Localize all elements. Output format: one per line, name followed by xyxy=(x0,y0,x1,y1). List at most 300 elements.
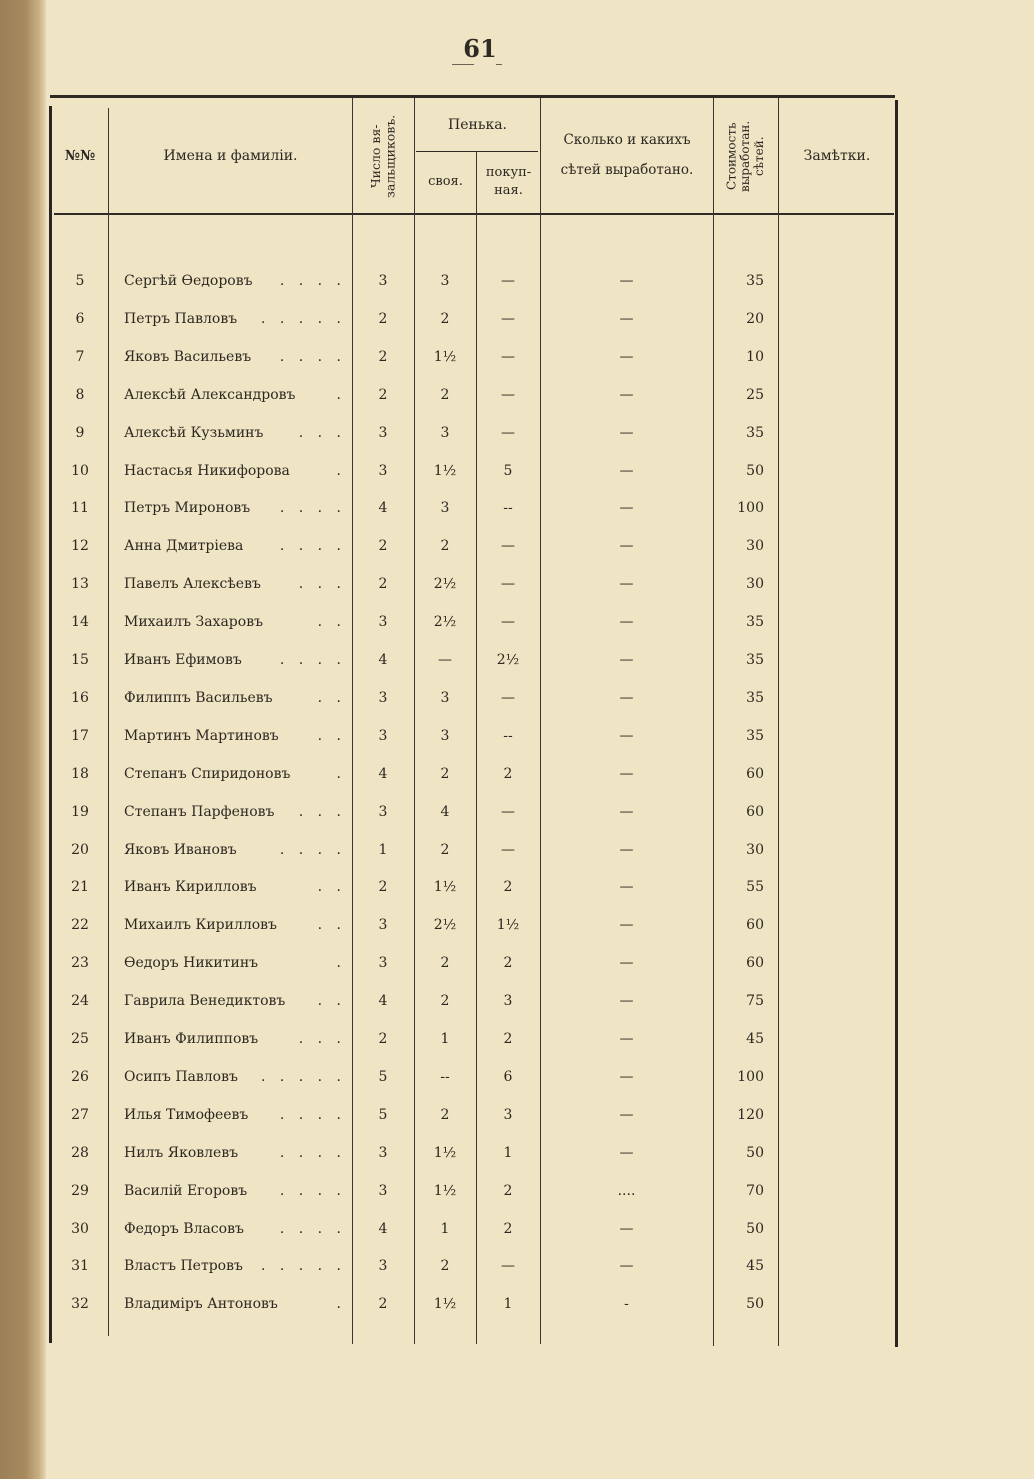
row-hemp-bought: — xyxy=(501,576,515,593)
row-nets-made: — xyxy=(619,1031,634,1047)
row-number: 6 xyxy=(75,310,85,327)
row-name-cell xyxy=(124,376,352,414)
row-workers: 2 xyxy=(378,386,388,403)
row-notes xyxy=(778,679,895,717)
row-workers: 3 xyxy=(378,803,388,820)
row-number: 26 xyxy=(71,1068,89,1085)
row-workers: 3 xyxy=(378,462,388,479)
row-nets-made: .... xyxy=(617,1182,636,1199)
table-row xyxy=(50,679,895,717)
row-hemp-bought: — xyxy=(501,424,515,441)
row-nets-cost: 70 xyxy=(746,1182,764,1199)
row-hemp-bought: 3 xyxy=(503,1106,513,1123)
table-row xyxy=(50,603,895,641)
row-nets-made: - xyxy=(624,1296,629,1313)
row-hemp-own: 3 xyxy=(440,273,450,289)
row-name: Степанъ Спиридоновъ xyxy=(124,765,291,782)
row-name: Сергѣй Өедоровъ xyxy=(124,273,253,289)
row-hemp-bought: 3 xyxy=(503,993,513,1010)
leader-dots: . . . . xyxy=(279,1220,346,1237)
row-workers: 4 xyxy=(378,1220,388,1237)
table-row xyxy=(50,565,895,603)
row-name: Иванъ Ефимовъ xyxy=(124,652,242,668)
row-hemp-own: 2½ xyxy=(433,917,457,934)
table-row xyxy=(50,1210,895,1248)
row-number: 9 xyxy=(75,424,85,441)
table-row xyxy=(50,262,895,300)
row-nets-made: — xyxy=(619,273,634,289)
row-name-cell xyxy=(124,1020,352,1058)
row-hemp-own: 1 xyxy=(440,1220,450,1237)
row-name: Алексѣй Кузьминъ xyxy=(124,424,264,441)
row-hemp-bought: — xyxy=(501,803,515,820)
row-number: 16 xyxy=(71,689,89,706)
row-name: Властъ Петровъ xyxy=(124,1258,243,1275)
row-number: 24 xyxy=(71,993,89,1010)
row-name: Өедоръ Никитинъ xyxy=(124,955,259,972)
row-name: Петръ Мироновъ xyxy=(124,500,251,517)
row-name: Алексѣй Александровъ xyxy=(124,386,296,403)
row-workers: 5 xyxy=(378,1068,388,1085)
row-name-cell xyxy=(124,603,352,641)
row-workers: 3 xyxy=(378,1182,388,1199)
row-hemp-own: 2 xyxy=(440,310,450,327)
row-nets-cost: 60 xyxy=(746,917,764,934)
row-notes xyxy=(778,1058,895,1096)
row-hemp-bought: 2 xyxy=(503,1182,513,1199)
row-number: 10 xyxy=(71,462,89,479)
row-hemp-own: 2 xyxy=(440,1258,450,1275)
leader-dots: . xyxy=(336,765,346,782)
row-nets-cost: 50 xyxy=(746,1296,764,1313)
row-hemp-own: 1 xyxy=(440,1031,450,1047)
row-name: Владиміръ Антоновъ xyxy=(124,1296,278,1313)
leader-dots: . . . . xyxy=(279,841,346,858)
row-hemp-own: 2 xyxy=(440,993,450,1010)
row-nets-cost: 35 xyxy=(746,424,764,441)
table-row xyxy=(50,1247,895,1285)
row-hemp-bought: -- xyxy=(503,727,513,744)
row-nets-made: — xyxy=(619,841,634,858)
row-notes xyxy=(778,831,895,869)
row-nets-made: — xyxy=(619,614,634,631)
row-hemp-bought: 2 xyxy=(503,955,513,972)
row-notes xyxy=(778,1096,895,1134)
row-hemp-own: 2 xyxy=(440,538,450,555)
row-name-cell xyxy=(124,868,352,906)
row-workers: 2 xyxy=(378,879,388,896)
header-workers: Число вя- зальщиковъ. xyxy=(368,114,398,198)
row-hemp-bought: 5 xyxy=(503,462,513,479)
table-row xyxy=(50,1285,895,1323)
row-nets-made: — xyxy=(619,803,634,820)
table-row xyxy=(50,868,895,906)
row-nets-cost: 30 xyxy=(746,841,764,858)
row-notes xyxy=(778,300,895,338)
row-number: 17 xyxy=(71,727,89,744)
row-notes xyxy=(778,868,895,906)
row-name: Яковъ Васильевъ xyxy=(124,348,252,365)
leader-dots: . xyxy=(336,955,346,972)
row-name: Степанъ Парфеновъ xyxy=(124,803,275,820)
row-nets-cost: 120 xyxy=(737,1106,764,1123)
row-hemp-bought: 1 xyxy=(503,1296,513,1313)
table-row xyxy=(50,1096,895,1134)
header-hemp-own: своя. xyxy=(428,174,463,190)
leader-dots: . . . . xyxy=(279,1106,346,1123)
row-notes xyxy=(778,376,895,414)
row-name: Анна Дмитріева xyxy=(124,538,244,555)
row-notes xyxy=(778,1247,895,1285)
row-hemp-own: -- xyxy=(440,1068,450,1085)
row-nets-cost: 35 xyxy=(746,614,764,631)
header-nets-cost: Стоимость выработан. сѣтей. xyxy=(724,120,766,192)
row-workers: 3 xyxy=(378,727,388,744)
row-name-cell xyxy=(124,414,352,452)
row-workers: 5 xyxy=(378,1106,388,1123)
row-nets-cost: 60 xyxy=(746,803,764,820)
header-bottom-rule xyxy=(54,213,894,215)
table-row xyxy=(50,300,895,338)
row-hemp-own: 1½ xyxy=(433,1144,457,1161)
table-row xyxy=(50,641,895,679)
leader-dots: . . xyxy=(317,727,346,744)
leader-dots: . . xyxy=(317,614,346,631)
header-num: №№ xyxy=(64,147,96,164)
row-hemp-own: — xyxy=(438,652,452,668)
row-name-cell xyxy=(124,527,352,565)
row-name-cell xyxy=(124,262,352,300)
row-notes xyxy=(778,1210,895,1248)
row-hemp-bought: 2 xyxy=(503,879,513,896)
row-name-cell xyxy=(124,641,352,679)
row-nets-cost: 100 xyxy=(737,500,764,517)
row-number: 14 xyxy=(71,614,89,631)
leader-dots: . xyxy=(336,386,346,403)
row-name: Осипъ Павловъ xyxy=(124,1068,238,1085)
row-name-cell xyxy=(124,679,352,717)
row-nets-made: — xyxy=(619,538,634,555)
row-number: 23 xyxy=(71,955,89,972)
row-notes xyxy=(778,793,895,831)
row-notes xyxy=(778,527,895,565)
row-nets-made: — xyxy=(619,689,634,706)
leader-dots: . . . . . xyxy=(260,310,346,327)
row-nets-made: — xyxy=(619,462,634,479)
row-hemp-own: 3 xyxy=(440,500,450,517)
row-name: Настасья Никифорова xyxy=(124,462,290,479)
row-hemp-bought: — xyxy=(501,310,515,327)
row-name-cell xyxy=(124,300,352,338)
header-name: Имена и фамиліи. xyxy=(163,147,298,164)
row-nets-cost: 60 xyxy=(746,765,764,782)
table-right-border xyxy=(895,100,898,1347)
header-hemp-bought: покуп- ная. xyxy=(485,165,532,198)
row-hemp-bought: 2 xyxy=(503,765,513,782)
row-number: 28 xyxy=(71,1144,89,1161)
row-hemp-own: 3 xyxy=(440,424,450,441)
table-row xyxy=(50,717,895,755)
row-workers: 3 xyxy=(378,1144,388,1161)
row-name-cell xyxy=(124,338,352,376)
row-name-cell xyxy=(124,1134,352,1172)
row-hemp-bought: — xyxy=(501,689,515,706)
row-workers: 4 xyxy=(378,993,388,1010)
row-workers: 1 xyxy=(378,841,388,858)
row-notes xyxy=(778,565,895,603)
leader-dots: . . xyxy=(317,689,346,706)
row-name: Мартинъ Мартиновъ xyxy=(124,727,279,744)
row-nets-made: — xyxy=(619,727,634,744)
row-hemp-own: 1½ xyxy=(433,462,457,479)
row-number: 22 xyxy=(71,917,89,934)
table-row xyxy=(50,452,895,490)
row-nets-cost: 60 xyxy=(746,955,764,972)
leader-dots: . . . xyxy=(298,576,346,593)
row-name: Нилъ Яковлевъ xyxy=(124,1144,239,1161)
row-name: Иванъ Кирилловъ xyxy=(124,879,257,896)
table-row xyxy=(50,376,895,414)
row-nets-made: — xyxy=(619,652,634,668)
table-row xyxy=(50,755,895,793)
row-notes xyxy=(778,338,895,376)
row-nets-made: — xyxy=(619,500,634,517)
row-workers: 3 xyxy=(378,614,388,631)
row-workers: 3 xyxy=(378,689,388,706)
row-notes xyxy=(778,1020,895,1058)
row-workers: 2 xyxy=(378,310,388,327)
row-name: Петръ Павловъ xyxy=(124,310,238,327)
row-nets-cost: 50 xyxy=(746,1220,764,1237)
row-hemp-own: 1½ xyxy=(433,1182,457,1199)
row-nets-made: — xyxy=(619,1220,634,1237)
row-name: Яковъ Ивановъ xyxy=(124,841,237,858)
row-workers: 2 xyxy=(378,1031,388,1047)
row-hemp-own: 1½ xyxy=(433,879,457,896)
header-nets-made: Сколько и какихъ сѣтей выработано. xyxy=(560,132,694,178)
row-hemp-bought: — xyxy=(501,386,515,403)
row-workers: 2 xyxy=(378,1296,388,1313)
row-notes xyxy=(778,641,895,679)
row-notes xyxy=(778,1134,895,1172)
row-nets-made: — xyxy=(619,765,634,782)
row-number: 8 xyxy=(75,386,85,403)
row-hemp-own: 3 xyxy=(440,689,450,706)
row-notes xyxy=(778,1172,895,1210)
row-notes xyxy=(778,717,895,755)
row-name: Филиппъ Васильевъ xyxy=(124,689,273,706)
row-nets-cost: 20 xyxy=(746,310,764,327)
row-nets-made: — xyxy=(619,1068,634,1085)
row-hemp-own: 2 xyxy=(440,841,450,858)
row-workers: 2 xyxy=(378,348,388,365)
table-row xyxy=(50,793,895,831)
row-name: Михаилъ Кирилловъ xyxy=(124,917,277,934)
book-spine-shadow xyxy=(0,0,46,1479)
leader-dots: . . . . xyxy=(279,652,346,668)
row-nets-made: — xyxy=(619,576,634,593)
row-notes xyxy=(778,262,895,300)
table-row xyxy=(50,1020,895,1058)
row-number: 11 xyxy=(71,500,89,517)
row-number: 21 xyxy=(71,879,89,896)
row-number: 27 xyxy=(71,1106,89,1123)
row-number: 25 xyxy=(71,1031,89,1047)
row-hemp-own: 3 xyxy=(440,727,450,744)
row-hemp-bought: — xyxy=(501,538,515,555)
row-workers: 3 xyxy=(378,1258,388,1275)
page-number-rule xyxy=(496,64,502,65)
row-nets-cost: 45 xyxy=(746,1031,764,1047)
row-name: Иванъ Филипповъ xyxy=(124,1031,259,1047)
row-hemp-bought: 6 xyxy=(503,1068,513,1085)
row-workers: 4 xyxy=(378,652,388,668)
row-workers: 2 xyxy=(378,538,388,555)
leader-dots: . . xyxy=(317,879,346,896)
row-notes xyxy=(778,944,895,982)
leader-dots: . . xyxy=(317,917,346,934)
row-name-cell xyxy=(124,1096,352,1134)
row-name-cell xyxy=(124,1247,352,1285)
row-nets-cost: 25 xyxy=(746,386,764,403)
leader-dots: . . xyxy=(317,993,346,1010)
row-number: 15 xyxy=(71,652,89,668)
leader-dots: . xyxy=(336,1296,346,1313)
row-name-cell xyxy=(124,831,352,869)
row-nets-made: — xyxy=(619,1258,634,1275)
row-nets-cost: 30 xyxy=(746,538,764,555)
header-hemp: Пенька. xyxy=(448,116,507,133)
row-number: 31 xyxy=(71,1258,89,1275)
row-notes xyxy=(778,755,895,793)
table-row xyxy=(50,906,895,944)
row-number: 5 xyxy=(75,273,85,289)
row-name: Павелъ Алексѣевъ xyxy=(124,576,261,593)
row-name-cell xyxy=(124,982,352,1020)
table-row xyxy=(50,1058,895,1096)
row-nets-made: — xyxy=(619,955,634,972)
row-workers: 3 xyxy=(378,273,388,289)
table-row xyxy=(50,982,895,1020)
leader-dots: . . . . . xyxy=(260,1068,346,1085)
row-hemp-own: 1½ xyxy=(433,348,457,365)
table-row xyxy=(50,527,895,565)
row-nets-cost: 35 xyxy=(746,689,764,706)
row-number: 29 xyxy=(71,1182,89,1199)
leader-dots: . . . xyxy=(298,803,346,820)
row-nets-made: — xyxy=(619,424,634,441)
row-hemp-own: 4 xyxy=(440,803,450,820)
row-name: Илья Тимофеевъ xyxy=(124,1106,249,1123)
row-hemp-own: 1½ xyxy=(433,1296,457,1313)
row-workers: 3 xyxy=(378,955,388,972)
leader-dots: . . . . xyxy=(279,538,346,555)
row-nets-made: — xyxy=(619,993,634,1010)
row-hemp-bought: 2 xyxy=(503,1031,513,1047)
table-row xyxy=(50,1134,895,1172)
leader-dots: . . . xyxy=(298,424,346,441)
row-name-cell xyxy=(124,452,352,490)
row-hemp-bought: 1 xyxy=(503,1144,513,1161)
leader-dots: . . . . xyxy=(279,348,346,365)
row-notes xyxy=(778,414,895,452)
leader-dots: . . . . xyxy=(279,273,346,289)
row-workers: 4 xyxy=(378,765,388,782)
row-number: 19 xyxy=(71,803,89,820)
row-hemp-own: 2 xyxy=(440,386,450,403)
row-hemp-bought: — xyxy=(501,273,515,289)
table-row xyxy=(50,831,895,869)
row-nets-cost: 100 xyxy=(737,1068,764,1085)
row-notes xyxy=(778,452,895,490)
row-name: Федоръ Власовъ xyxy=(124,1220,244,1237)
row-nets-cost: 35 xyxy=(746,727,764,744)
row-workers: 2 xyxy=(378,576,388,593)
row-number: 20 xyxy=(71,841,89,858)
table-row xyxy=(50,338,895,376)
row-name-cell xyxy=(124,1285,352,1323)
row-name: Василій Егоровъ xyxy=(124,1182,248,1199)
row-number: 32 xyxy=(71,1296,89,1313)
row-name-cell xyxy=(124,565,352,603)
row-hemp-own: 2 xyxy=(440,765,450,782)
row-hemp-own: 2½ xyxy=(433,576,457,593)
table-row xyxy=(50,489,895,527)
leader-dots: . . . xyxy=(298,1031,346,1047)
row-nets-cost: 75 xyxy=(746,993,764,1010)
row-name-cell xyxy=(124,717,352,755)
leader-dots: . xyxy=(336,462,346,479)
row-notes xyxy=(778,603,895,641)
header-notes: Замѣтки. xyxy=(803,147,871,164)
row-name-cell xyxy=(124,906,352,944)
row-name-cell xyxy=(124,489,352,527)
row-workers: 4 xyxy=(378,500,388,517)
row-nets-cost: 10 xyxy=(746,348,764,365)
row-workers: 3 xyxy=(378,917,388,934)
row-nets-cost: 35 xyxy=(746,273,764,289)
row-hemp-bought: 2½ xyxy=(496,652,520,668)
leader-dots: . . . . xyxy=(279,1144,346,1161)
row-hemp-bought: — xyxy=(501,614,515,631)
row-notes xyxy=(778,1285,895,1323)
row-number: 13 xyxy=(71,576,89,593)
row-nets-made: — xyxy=(619,879,634,896)
row-name: Гаврила Венедиктовъ xyxy=(124,993,286,1010)
row-nets-made: — xyxy=(619,1144,634,1161)
row-number: 30 xyxy=(71,1220,89,1237)
row-nets-cost: 35 xyxy=(746,652,764,668)
row-nets-made: — xyxy=(619,1106,634,1123)
row-number: 12 xyxy=(71,538,89,555)
row-hemp-bought: 2 xyxy=(503,1220,513,1237)
leader-dots: . . . . xyxy=(279,500,346,517)
page-number-rule xyxy=(452,64,474,65)
row-hemp-bought: — xyxy=(501,1258,515,1275)
row-nets-made: — xyxy=(619,348,634,365)
row-hemp-own: 2 xyxy=(440,955,450,972)
row-hemp-bought: — xyxy=(501,348,515,365)
leader-dots: . . . . xyxy=(279,1182,346,1199)
row-notes xyxy=(778,982,895,1020)
row-hemp-own: 2 xyxy=(440,1106,450,1123)
table-row xyxy=(50,1172,895,1210)
table-row xyxy=(50,414,895,452)
row-number: 7 xyxy=(75,348,85,365)
row-nets-made: — xyxy=(619,310,634,327)
row-hemp-bought: -- xyxy=(503,500,513,517)
row-nets-cost: 30 xyxy=(746,576,764,593)
